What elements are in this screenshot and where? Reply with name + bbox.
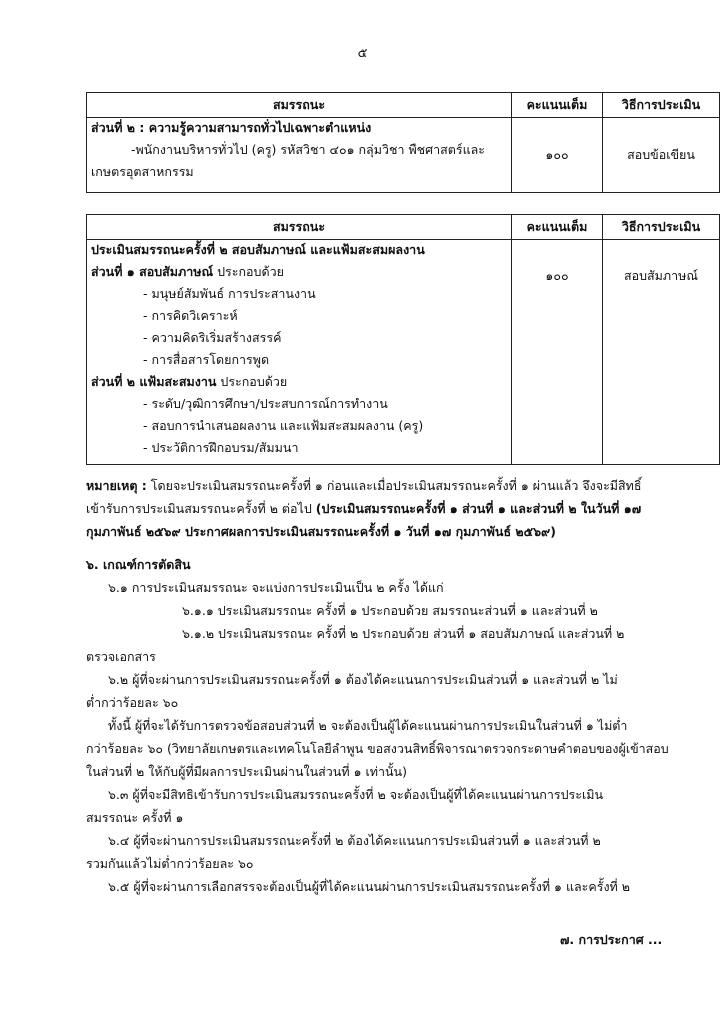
table-header-row: [87, 215, 720, 240]
part1-rest: ประกอบด้วย: [213, 264, 284, 279]
page-number: ๕: [357, 46, 368, 61]
criteria-line: ๖.๑ การประเมินสมรรถนะ จะแบ่งการประเมินเป็น ๒ ครั้ง ได้แก่: [108, 580, 444, 595]
note-line-3: กุมภาพันธ์ ๒๕๖๙ ประกาศผลการประเมินสมรรถนะครั้งที่ ๑ วันที่ ๑๗ กุมภาพันธ์ ๒๕๖๙): [86, 524, 556, 539]
criteria-line: สมรรถนะ ครั้งที่ ๑: [86, 810, 184, 825]
header-competency: สมรรถนะ: [87, 215, 512, 240]
assessment-title: ประเมินสมรรถนะครั้งที่ ๒ สอบสัมภาษณ์ และแฟ้มสะสมผลงาน: [91, 242, 425, 257]
list-item: - ประวัติการฝึกอบรม/สัมมนา: [143, 440, 299, 455]
table-header-row: [87, 93, 720, 118]
method-cell: สอบสัมภาษณ์: [603, 240, 720, 465]
part1-bold: ส่วนที่ ๑ สอบสัมภาษณ์: [91, 264, 214, 279]
header-full-score: คะแนนเต็ม: [512, 215, 603, 240]
part1-heading: [91, 264, 507, 286]
note-line-1: [86, 478, 696, 501]
part2-heading: [91, 374, 507, 396]
header-full-score: คะแนนเต็ม: [512, 93, 603, 118]
criteria-line: ๖.๔ ผู้ที่จะผ่านการประเมินสมรรถนะครั้งที่ ๒ ต้องได้คะแนนการประเมินส่วนที่ ๑ และส่วนที่ ๒: [108, 833, 601, 848]
header-method: วิธีการประเมิน: [603, 215, 720, 240]
competency-table-1: [86, 92, 720, 193]
note-block: [86, 478, 696, 547]
method-cell: สอบข้อเขียน: [603, 118, 720, 193]
note-label: หมายเหตุ :: [86, 478, 147, 493]
list-item: - การสื่อสารโดยการพูด: [143, 352, 270, 367]
note-bold-text: (ประเมินสมรรถนะครั้งที่ ๑ ส่วนที่ ๑ และส่วนที่ ๒ ในวันที่ ๑๗: [315, 501, 642, 516]
score-cell: ๑๐๐: [512, 240, 603, 465]
criteria-line: ในส่วนที่ ๒ ให้กับผู้ที่มีผลการประเมินผ่านในส่วนที่ ๑ เท่านั้น): [86, 764, 407, 779]
criteria-line: ๖.๑.๑ ประเมินสมรรถนะ ครั้งที่ ๑ ประกอบด้วย สมรรถนะส่วนที่ ๑ และส่วนที่ ๒: [182, 603, 598, 618]
note-text: โดยจะประเมินสมรรถนะครั้งที่ ๑ ก่อนและเมื่อประเมินสมรรถนะครั้งที่ ๑ ผ่านแล้ว จึงจะมีสิทธิ์: [146, 478, 642, 493]
section-title: ส่วนที่ ๒ : ความรู้ความสามารถทั่วไปเฉพาะตำแหน่ง: [91, 120, 372, 135]
part2-rest: ประกอบด้วย: [216, 374, 288, 389]
criteria-line: ๖.๕ ผู้ที่จะผ่านการเลือกสรรจะต้องเป็นผู้ที่ได้คะแนนผ่านการประเมินสมรรถนะครั้งที่ ๑ และครั้งที่ ๒: [108, 879, 631, 894]
criteria-line: ๖.๒ ผู้ที่จะผ่านการประเมินสมรรถนะครั้งที่ ๑ ต้องได้คะแนนการประเมินส่วนที่ ๑ และส่วนที่ ๒ ไม่: [108, 672, 618, 687]
note-line-2: [86, 501, 696, 524]
header-method: วิธีการประเมิน: [603, 93, 720, 118]
subject-line: -พนักงานบริหารทั่วไป (ครู) รหัสวิชา ๔๐๑ กลุ่มวิชา พืชศาสตร์และ: [131, 142, 486, 157]
part2-bold: ส่วนที่ ๒ แฟ้มสะสมงาน: [91, 374, 217, 389]
competency-table-2: [86, 214, 720, 465]
header-competency: สมรรถนะ: [87, 93, 512, 118]
subject-line-cont: เกษตรอุตสาหกรรม: [91, 164, 194, 179]
criteria-line: กว่าร้อยละ ๖๐ (วิทยาลัยเกษตรและเทคโนโลยีลำพูน ขอสงวนสิทธิ์พิจารณาตรวจกระดาษคำตอบของผู้เข้าสอบ: [86, 741, 669, 756]
criteria-line: ๖.๑.๒ ประเมินสมรรถนะ ครั้งที่ ๒ ประกอบด้วย ส่วนที่ ๑ สอบสัมภาษณ์ และส่วนที่ ๒: [182, 626, 625, 641]
next-section-footer: ๗. การประกาศ ...: [560, 932, 663, 947]
list-item: - การคิดวิเคราะห์: [143, 308, 238, 323]
score-cell: ๑๐๐: [512, 118, 603, 193]
table-row: [87, 118, 720, 193]
table-row: [87, 240, 720, 465]
criteria-line: ต่ำกว่าร้อยละ ๖๐: [86, 695, 179, 710]
note-text: เข้ารับการประเมินสมรรถนะครั้งที่ ๒ ต่อไป: [86, 501, 316, 516]
competency-cell: [87, 240, 512, 465]
criteria-line: ๖.๓ ผู้ที่จะมีสิทธิเข้ารับการประเมินสมรรถนะครั้งที่ ๒ จะต้องเป็นผู้ที่ได้คะแนนผ่านการประเมิน: [108, 787, 604, 802]
competency-cell: [87, 118, 512, 193]
list-item: - ความคิดริเริ่มสร้างสรรค์: [143, 330, 282, 345]
criteria-line: ตรวจเอกสาร: [86, 649, 156, 664]
criteria-line: รวมกันแล้วไม่ต่ำกว่าร้อยละ ๖๐: [86, 856, 254, 871]
section-heading: ๖. เกณฑ์การตัดสิน: [86, 557, 191, 572]
list-item: - สอบการนำเสนอผลงาน และแฟ้มสะสมผลงาน (ครู): [143, 418, 424, 433]
criteria-section: [86, 557, 696, 902]
list-item: - มนุษย์สัมพันธ์ การประสานงาน: [143, 286, 316, 301]
list-item: - ระดับ/วุฒิการศึกษา/ประสบการณ์การทำงาน: [143, 396, 388, 411]
criteria-line: ทั้งนี้ ผู้ที่จะได้รับการตรวจข้อสอบส่วนที่ ๒ จะต้องเป็นผู้ได้คะแนนผ่านการประเมินในส่วนที่ ๑ ไม่ต่ำ: [108, 718, 628, 733]
